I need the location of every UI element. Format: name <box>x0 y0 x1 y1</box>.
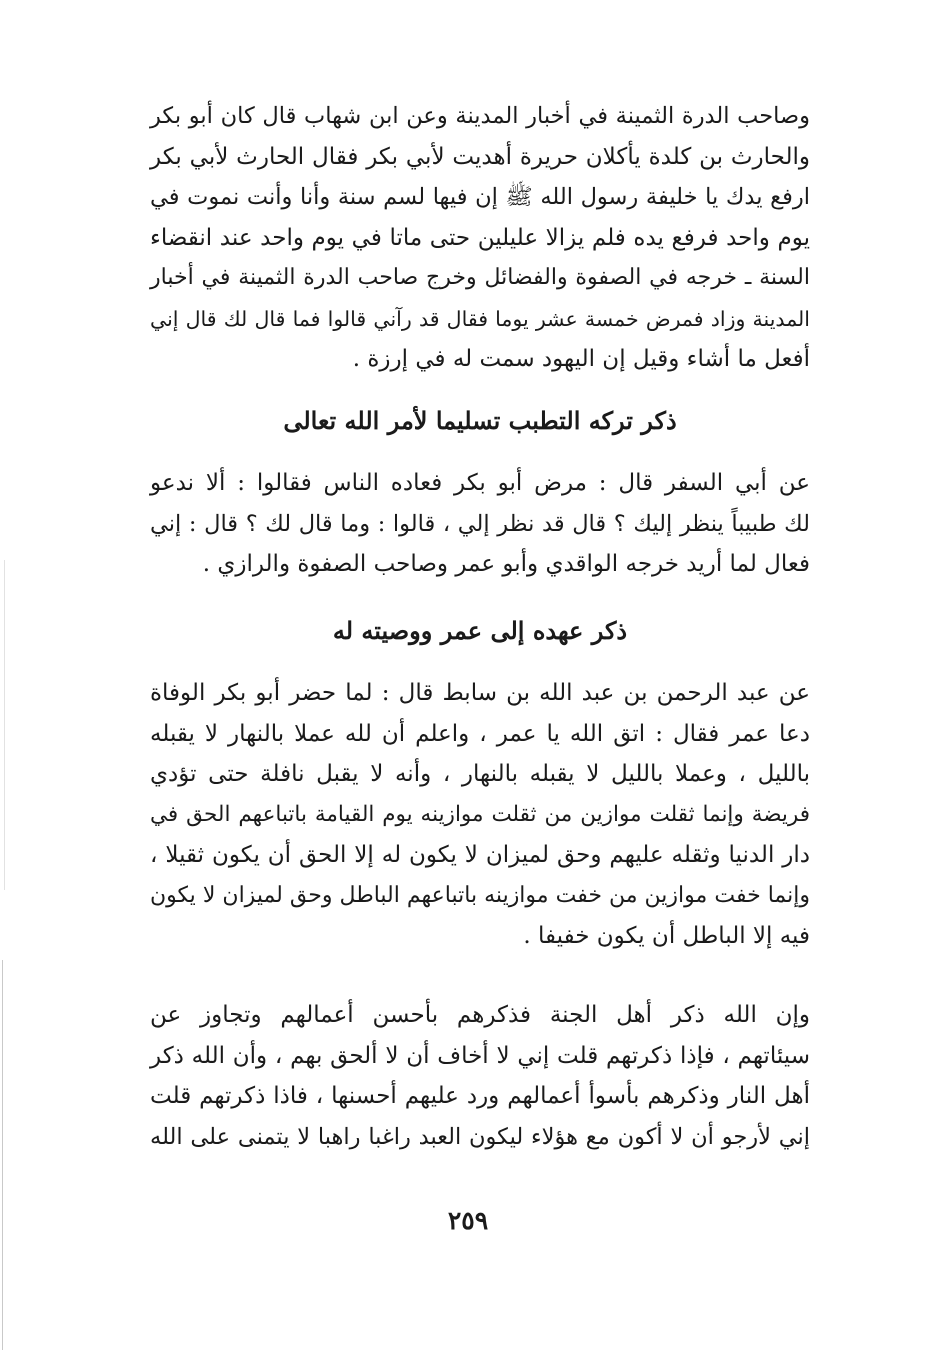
text-line: عن أبي السفر قال : مرض أبو بكر فعاده الناس فقالوا : ألا ندعو <box>150 470 810 496</box>
text-line: لك طبيباً ينظر إليك ؟ قال قد نظر إلي ، قالوا : وما قال لك ؟ قال : إني <box>150 510 810 537</box>
scan-edge-mark <box>4 560 5 890</box>
text-line: والحارث بن كلدة يأكلان حريرة أهديت لأبي بكر فقال الحارث لأبي بكر <box>150 143 811 170</box>
text-line: يوم واحد فرفع يده فلم يزالا عليلين حتى ماتا في يوم واحد عند انقضاء <box>150 224 810 251</box>
text-line: وصاحب الدرة الثمينة في أخبار المدينة وعن ابن شهاب قال كان أبو بكر <box>150 103 810 129</box>
section-heading: ذكر عهده إلى عمر ووصيته له <box>332 616 628 645</box>
text-line: المدينة وزاد فمرض خمسة عشر يوما فقال قد رآني قالوا فما قال لك قال إني <box>150 306 810 331</box>
text-line: ارفع يدك يا خليفة رسول الله ﷺ إن فيها لسم سنة وأنا وأنت نموت في <box>150 184 810 210</box>
text-line: دعا عمر فقال : اتق الله يا عمر ، واعلم أن لله عملا بالنهار لا يقبله <box>150 720 810 747</box>
text-line: سيئاتهم ، فإذا ذكرتهم قلت إني لا أخاف أن لا ألحق بهم ، وأن الله ذكر <box>150 1042 810 1069</box>
text-line: وإنما خفت موازين من خفت موازينه باتباعهم الباطل وحق لميزان لا يكون <box>150 882 810 908</box>
text-line: إني لأرجو أن لا أكون مع هؤلاء ليكون العبد راغبا راهبا لا يتمنى على الله <box>150 1123 810 1150</box>
paragraph-medicine <box>150 463 810 585</box>
page-number: ٢٥٩ <box>447 1206 489 1235</box>
paragraph-covenant <box>150 673 810 957</box>
text-line: السنة ـ خرجه في الصفوة والفضائل وخرج صاحب الدرة الثمينة في أخبار <box>150 265 810 290</box>
text-line: بالليل ، وعملا بالليل لا يقبله بالنهار ، وأنه لا يقبل نافلة حتى تؤدي <box>150 761 810 787</box>
text-line: أهل النار وذكرهم بأسوأ أعمالهم ورد عليهم أحسنها ، فاذا ذكرتهم قلت <box>150 1083 810 1109</box>
text-line: فيه إلا الباطل أن يكون خفيفا . <box>523 923 810 949</box>
paragraph-paradise <box>150 995 810 1157</box>
text-line: عن عبد الرحمن بن عبد الله بن سابط قال : لما حضر أبو بكر الوفاة <box>150 680 810 706</box>
text-line: فعال لما أريد خرجه الواقدي وأبو عمر وصاحب الصفوة والرازي . <box>202 551 810 577</box>
text-line: دار الدنيا وثقله عليهم وحق لميزان لا يكون له إلا الحق أن يكون ثقيلا ، <box>150 842 810 868</box>
paragraph-opening <box>150 96 810 380</box>
section-heading: ذكر تركه التطبب تسليما لأمر الله تعالى <box>283 406 677 435</box>
text-line: وإن الله ذكر أهل الجنة فذكرهم بأحسن أعمالهم وتجاوز عن <box>150 1002 810 1028</box>
text-line: أفعل ما أشاء وقيل إن اليهود سمت له في إرزة . <box>352 346 810 372</box>
text-line: فريضة وإنما ثقلت موازين من ثقلت موازينه يوم القيامة باتباعهم الحق في <box>150 801 810 827</box>
scan-edge-mark <box>2 960 3 1350</box>
